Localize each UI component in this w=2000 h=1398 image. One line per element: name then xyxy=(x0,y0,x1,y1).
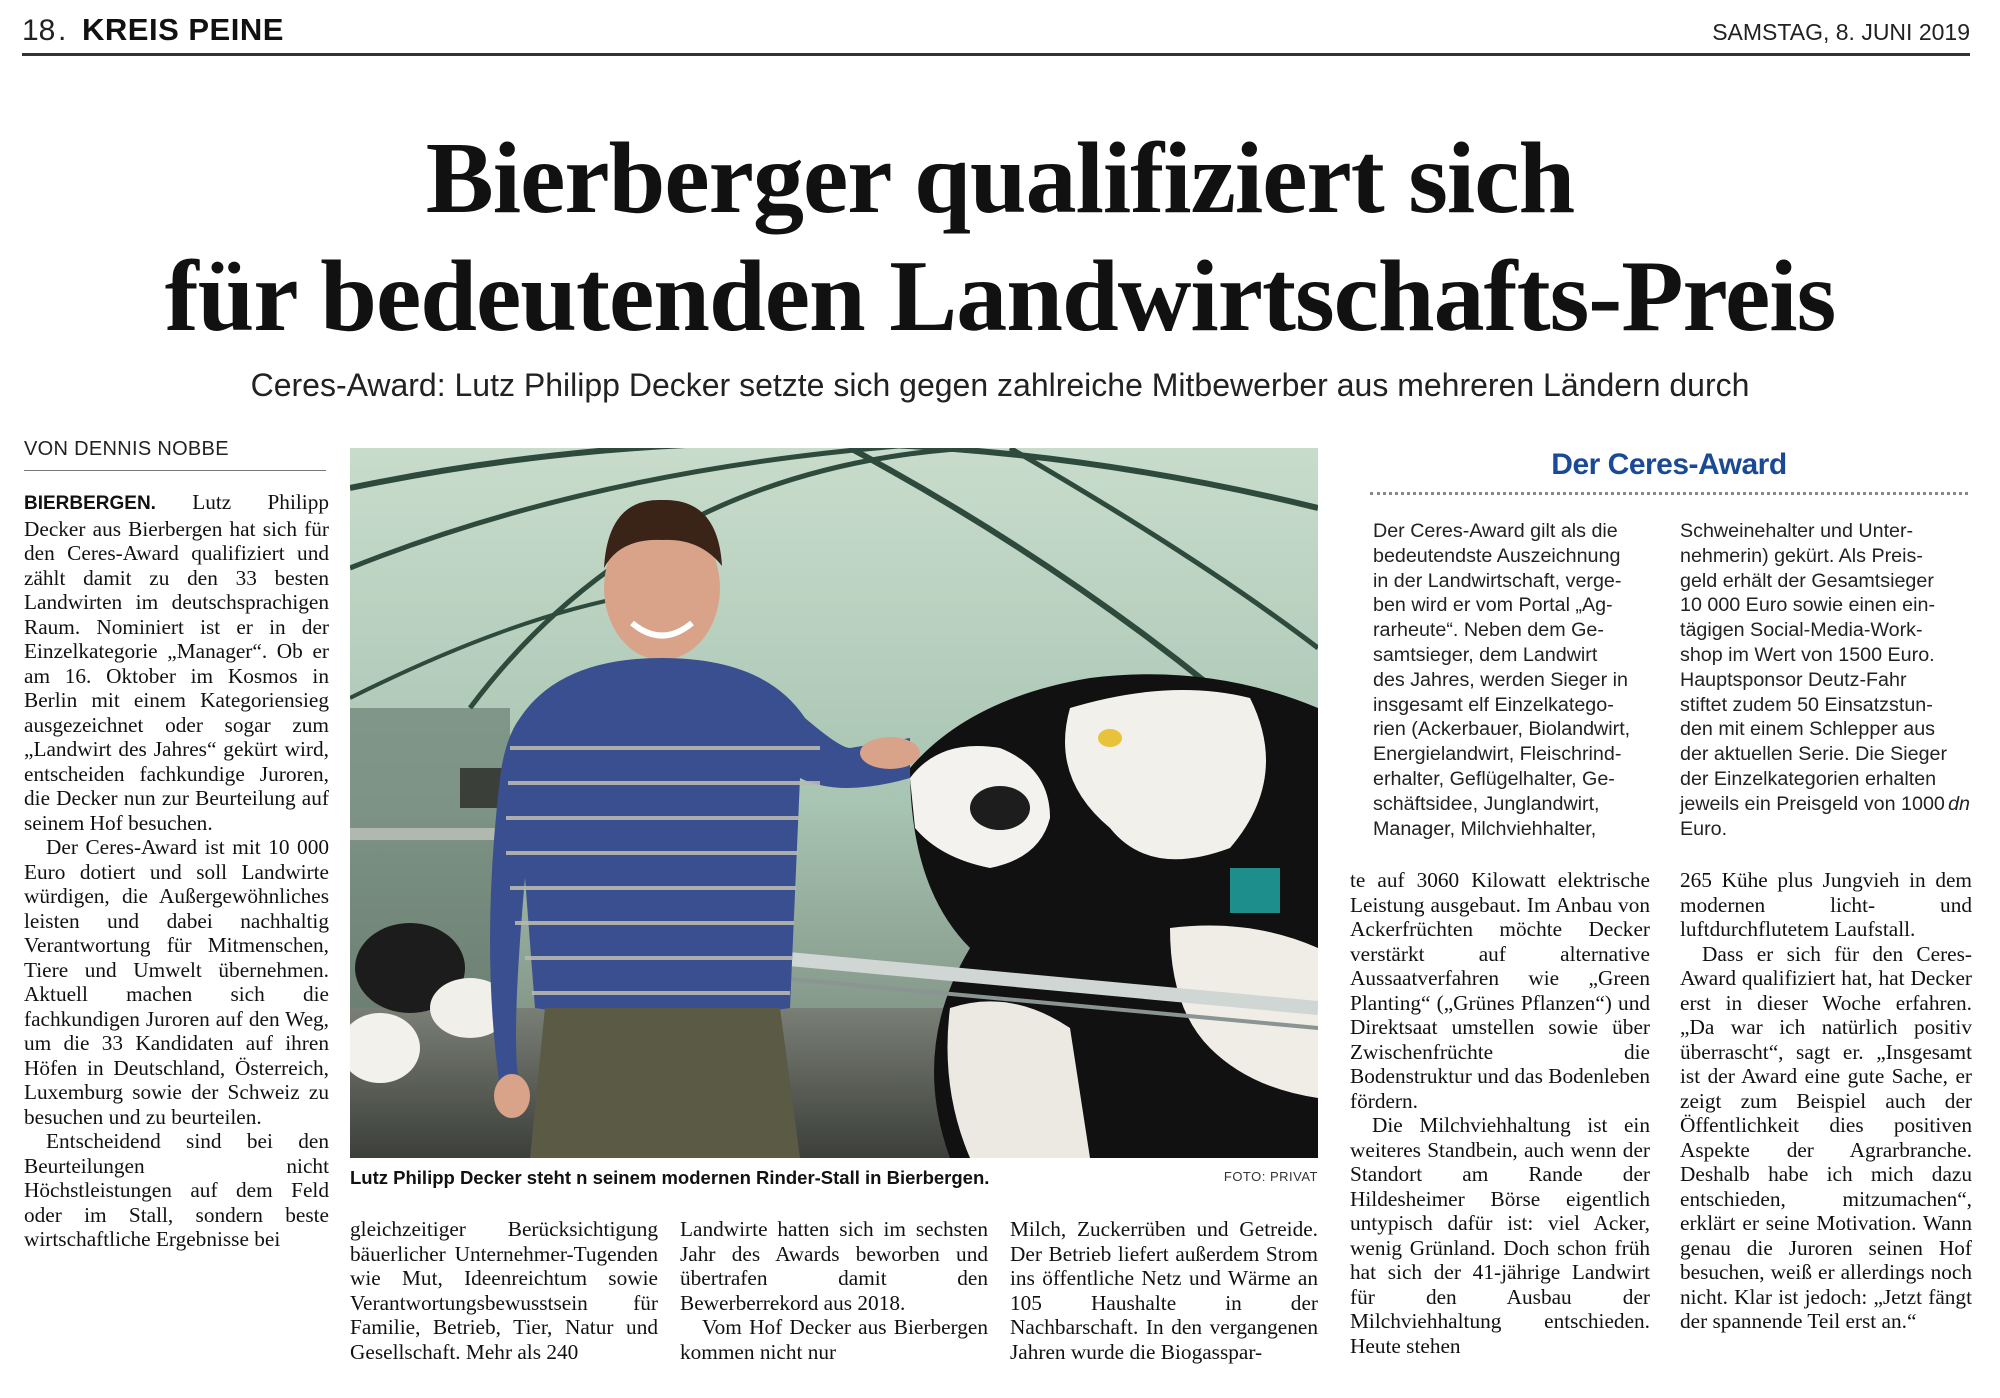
photo-caption xyxy=(350,1167,1318,1189)
subheadline: Ceres-Award: Lutz Philipp Decker setzte sich gegen zahlreiche Mitbewerber aus mehreren Ländern durch xyxy=(250,367,1750,403)
article-column-6 xyxy=(1680,868,1972,1334)
header-rule xyxy=(22,53,1970,56)
page-number: 18 xyxy=(22,14,56,47)
article-paragraph: te auf 3060 Kilowatt elektrische Leistung ausgebaut. Im Anbau von Ackerfrüchten möchte Decker verstärkt auf alternative Aussaatverfahren wie „Green Planting“ („Grünes Pflanzen“) und Direktsaat umstellen sowie über Zwischenfrüchte die Bodenstruktur und das Bodenleben fördern. xyxy=(1350,868,1650,1113)
article-paragraph: Landwirte hatten sich im sechsten Jahr des Awards beworben und übertrafen damit den Bewerberrekord aus 2018. xyxy=(680,1217,988,1315)
paragraph-text: Lutz Philipp Decker aus Bierbergen hat sich für den Ceres-Award qualifiziert und zählt damit zu den 33 besten Landwirten im deutschsprachigen Raum. Nominiert ist er in der Einzelkategorie „Manager“. Ob er am 16. Oktober im Kosmos in Berlin mit einem Kategoriensieg ausgezeichnet oder sogar zum „Landwirt des Jahres“ gekürt wird, entscheiden fachkundige Juroren, die Decker nun zur Beurteilung auf seinem Hof besuchen. xyxy=(24,490,329,835)
article-column-5 xyxy=(1350,868,1650,1358)
section-title: KREIS PEINE xyxy=(82,12,284,47)
dateline: BIERBERGEN. xyxy=(24,493,156,514)
article-column-1 xyxy=(24,490,329,1252)
article-column-3 xyxy=(680,1217,988,1364)
article-paragraph: 265 Kühe plus Jungvieh in dem modernen licht- und luftdurchflutetem Laufstall. xyxy=(1680,868,1972,941)
article-column-4 xyxy=(1010,1217,1318,1364)
article-paragraph: Entscheidend sind bei den Beurteilungen nicht Höchstleistungen auf dem Feld oder im Stall, sondern beste wirtschaftliche Ergebnisse bei xyxy=(24,1129,329,1251)
article-paragraph: Vom Hof Decker aus Bierbergen kommen nicht nur xyxy=(680,1315,988,1364)
caption-text: Lutz Philipp Decker steht n seinem modernen Rinder-Stall in Bierbergen. xyxy=(350,1167,990,1188)
farmer-photo xyxy=(350,448,1318,1158)
infobox-column-2 xyxy=(1680,519,1970,841)
infobox-signature: dn xyxy=(1948,792,1970,815)
issue-date: SAMSTAG, 8. JUNI 2019 xyxy=(1712,19,1970,45)
headline-line-1: Bierberger qualifiziert sich xyxy=(425,122,1575,235)
article-column-2 xyxy=(350,1217,658,1364)
infobox-text: Schweinehalter und Unter- nehmerin) gekürt. Als Preis- geld erhält der Gesamtsieger 10 000 Euro sowie einen ein- tägigen Social-Media-Work- shop im Wert von 1500 Euro. Hauptsponsor Deutz-Fahr stiftet zudem 50 Einsatzstun- den mit einem Schlepper aus der aktuellen Serie. Die Sieger der Einzelkategorien erhalten jeweils ein Preisgeld von 1000 Euro. xyxy=(1680,520,1948,840)
byline: VON DENNIS NOBBE xyxy=(24,438,229,460)
infobox-column-1: Der Ceres-Award gilt als die bedeutendste Auszeichnung in der Landwirtschaft, verge- ben wird er vom Portal „Ag- rarheute“. Neben dem Ge- samtsieger, dem Landwirt des Jahres, werden Sieger in insgesamt elf Einzelkatego- rien (Ackerbauer, Biolandwirt, Energielandwirt, Fleischrind- erhalter, Geflügelhalter, Ge- schäftsidee, Junglandwirt, Manager, Milchviehhalter, xyxy=(1373,520,1631,840)
photo-credit: FOTO: PRIVAT xyxy=(1223,1169,1318,1184)
article-paragraph: gleichzeitiger Berücksichtigung bäuerlicher Unternehmer-Tugenden wie Mut, Ideenreichtum sowie Verantwortungsbewusstsein für Familie, Betrieb, Tier, Natur und Gesellschaft. Mehr als 240 xyxy=(350,1217,658,1364)
infobox-title: Der Ceres-Award xyxy=(1551,448,1787,481)
article-paragraph: Der Ceres-Award ist mit 10 000 Euro dotiert und soll Landwirte würdigen, die Außergewöhnliches leisten und dabei nachhaltig Verantwortung für Mitmenschen, Tiere und Umwelt übernehmen. Aktuell machen sich die fachkundigen Juroren auf den Weg, um die 33 Kandidaten auf ihren Höfen in Deutschland, Österreich, Luxemburg sowie der Schweiz zu besuchen und zu beurteilen. xyxy=(24,835,329,1129)
article-paragraph: Dass er sich für den Ceres-Award qualifiziert hat, hat Decker erst in dieser Woche erfahren. „Da war ich natürlich positiv überrascht“, sagt er. „Insgesamt ist der Award eine gute Sache, er zeigt zum Beispiel auch der Öffentlichkeit dies positiven Aspekte der Agrarbranche. Deshalb habe ich mich dazu entschieden, mitzumachen“, erklärt er seine Motivation. Wann genau die Juroren seinen Hof besuchen, weiß er allerdings noch nicht. Klar ist jedoch: „Jetzt fängt der spannende Teil erst an.“ xyxy=(1680,941,1972,1333)
page-separator: . xyxy=(58,14,67,47)
byline-rule xyxy=(24,470,326,471)
headline-line-2: für bedeutenden Landwirtschafts-Preis xyxy=(164,240,1836,353)
article-paragraph xyxy=(24,490,329,835)
headline xyxy=(0,120,2000,356)
article-paragraph: Milch, Zuckerrüben und Getreide. Der Betrieb liefert außerdem Strom ins öffentliche Netz und Wärme an 105 Haushalte in der Nachbarschaft. In den vergangenen Jahren wurde die Biogasspar- xyxy=(1010,1217,1318,1364)
article-paragraph: Die Milchviehhaltung ist ein weiteres Standbein, auch wenn der Standort am Rande der Hildesheimer Börse eigentlich untypisch dafür ist: viel Acker, wenig Grünland. Doch schon früh hat sich der 41-jährige Landwirt für den Ausbau der Milchviehhaltung entschieden. Heute stehen xyxy=(1350,1113,1650,1358)
infobox-rule xyxy=(1370,492,1968,495)
